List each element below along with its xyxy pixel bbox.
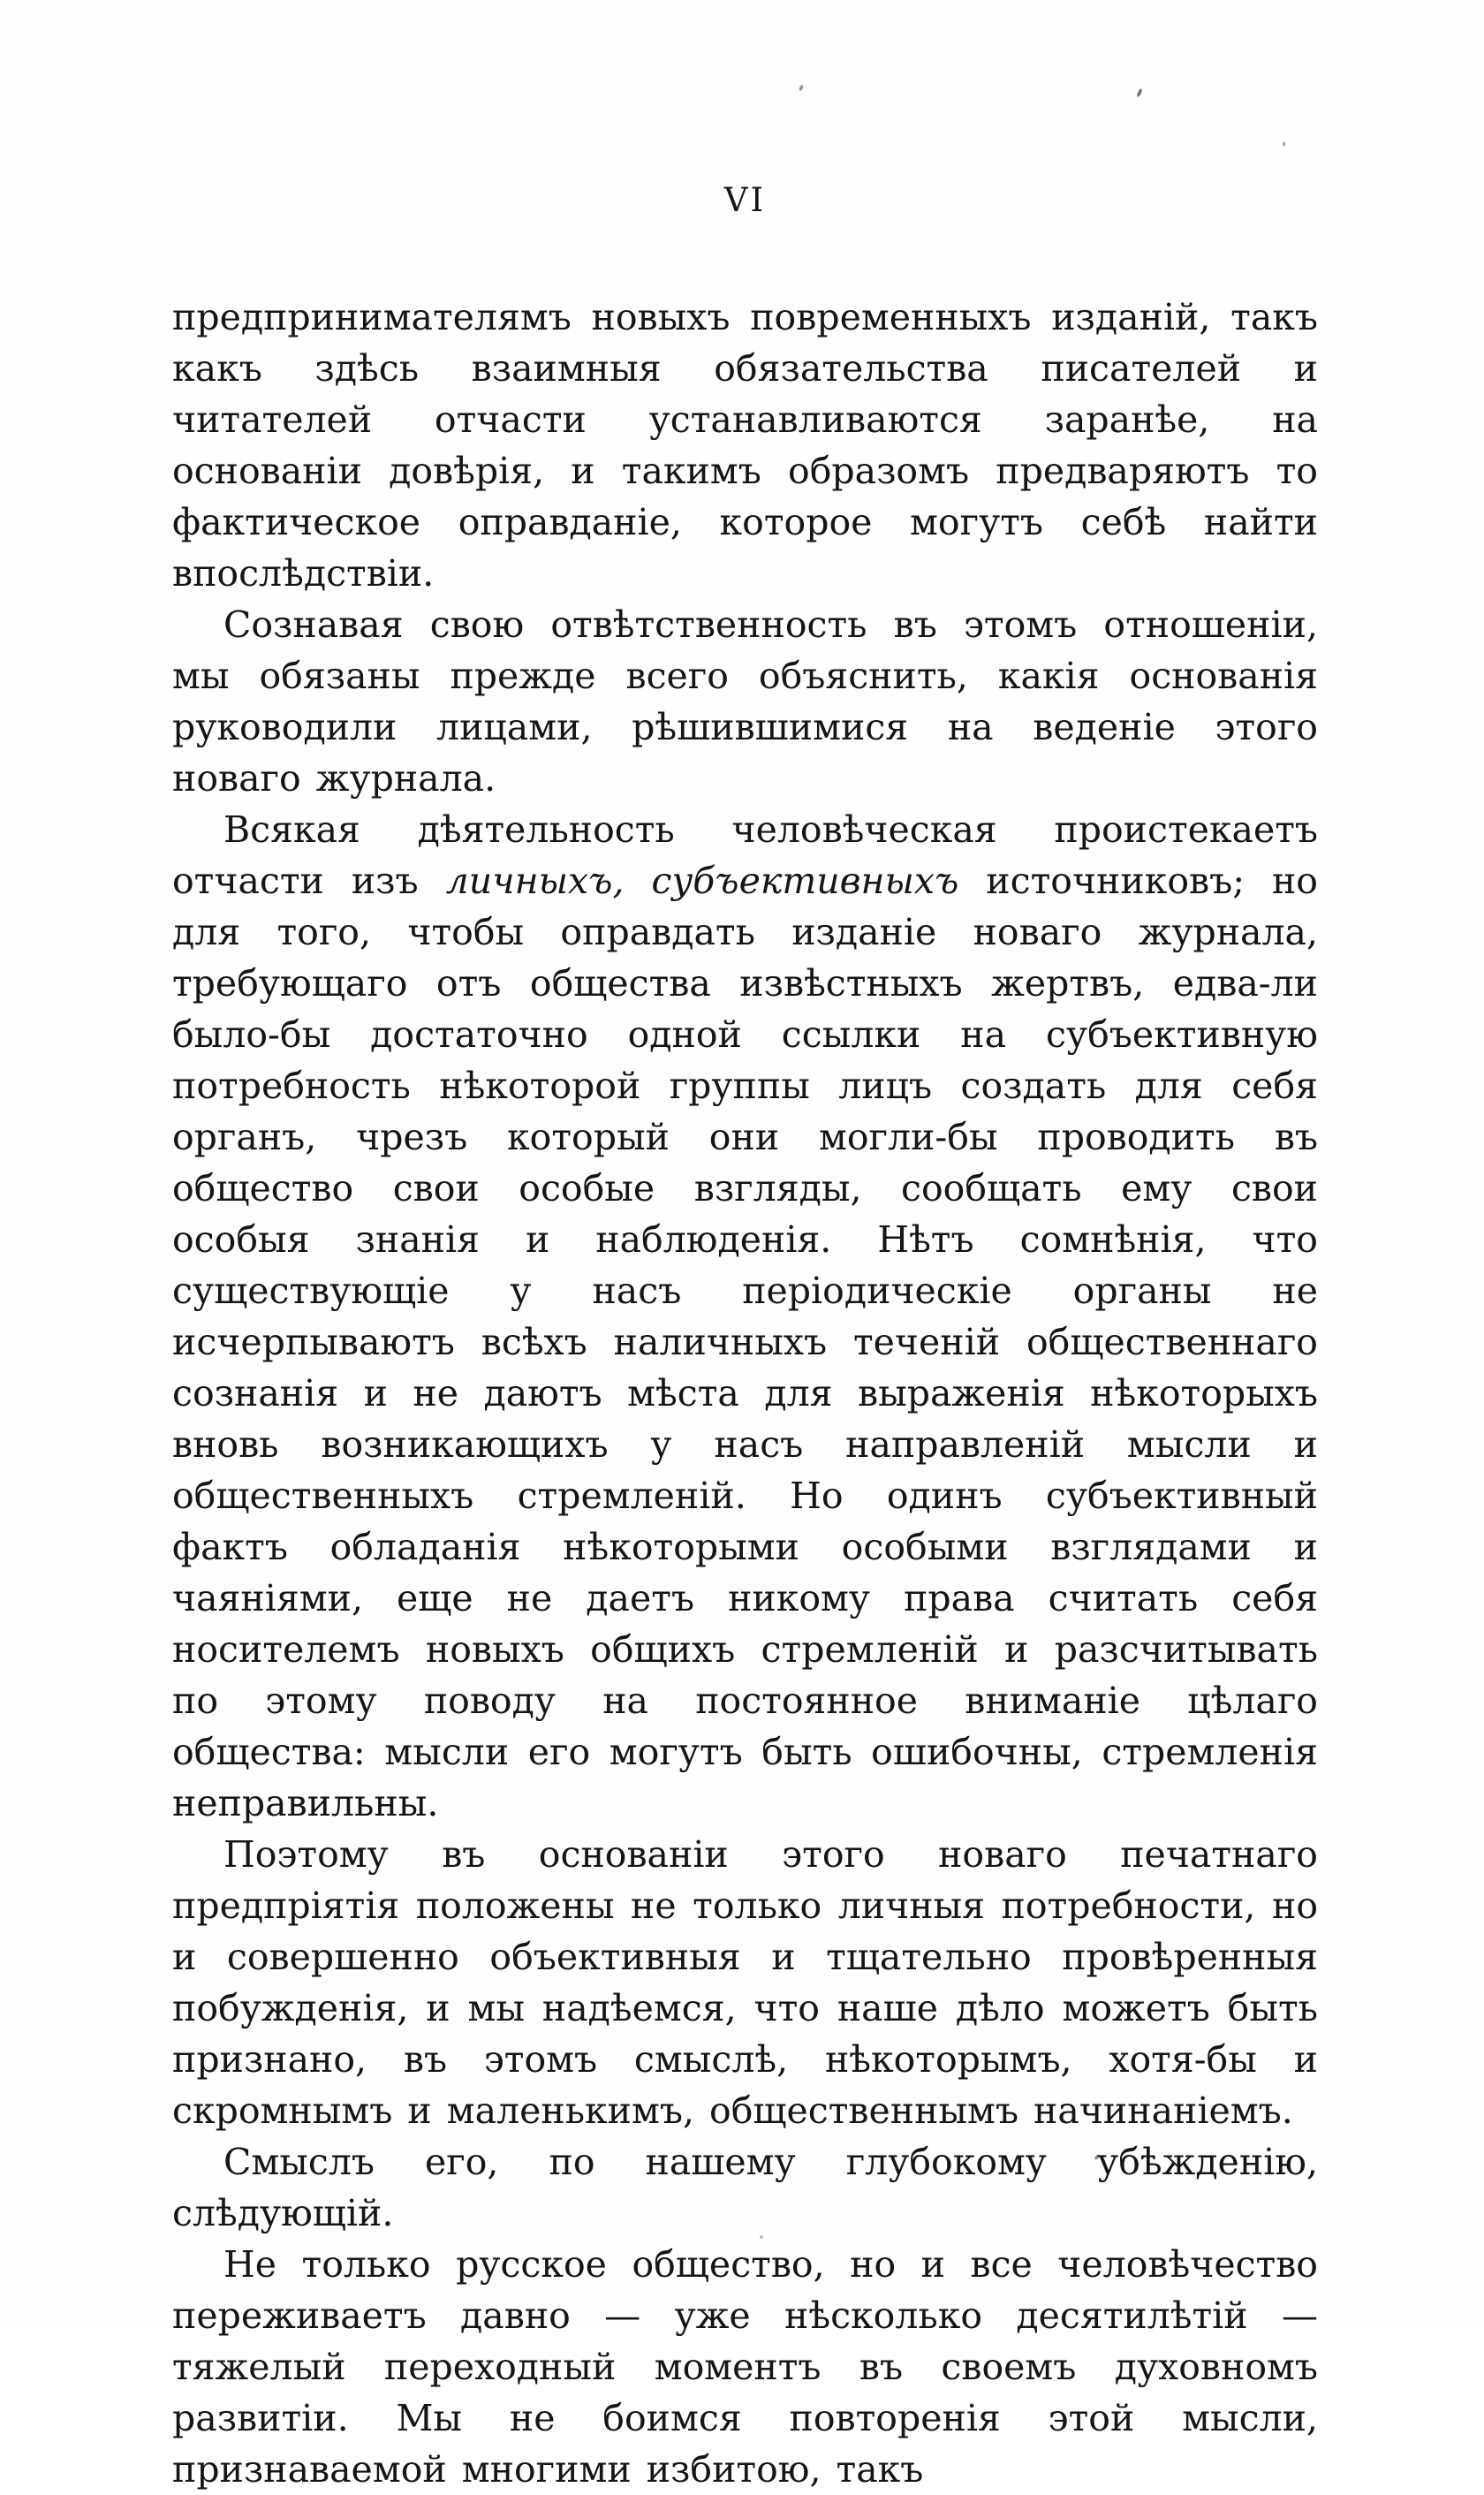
paragraph-activity — [172, 804, 1318, 1829]
scan-speck — [799, 85, 804, 92]
page-number: VI — [723, 181, 767, 219]
paragraph-continuation: предпринимателямъ новыхъ повременныхъ изданій, такъ какъ здѣсь взаимныя обязательства писателей и читателей отчасти устанавливаются заранѣе, на основаніи довѣрія, и такимъ образомъ предваряютъ то фактическое оправданіе, которое могутъ себѣ найти впослѣдствіи. — [172, 296, 1318, 595]
paragraph-activity-text-pre: Всякая дѣятельность человѣческая проистекаетъ отчасти изъ — [172, 808, 1318, 902]
paragraph-foundation: Поэтому въ основаніи этого новаго печатнаго предпріятія положены не только личныя потребности, но и совершенно объективныя и тщательно провѣренныя побужденія, и мы надѣемся, что наше дѣло можетъ быть признано, въ этомъ смыслѣ, нѣкоторымъ, хотя-бы и скромнымъ и маленькимъ, общественнымъ начинаніемъ. — [172, 1833, 1318, 2132]
paragraph-transition: Не только русское общество, но и все человѣчество переживаетъ давно — уже нѣсколько десятилѣтій — тяжелый переходный моментъ въ своемъ духовномъ развитіи. Мы не боимся повторенія этой мысли, признаваемой многими избитою, такъ — [172, 2243, 1318, 2491]
scan-speck — [1136, 88, 1143, 98]
text-block — [172, 292, 1318, 2495]
paragraph-meaning: Смыслъ его, по нашему глубокому убѣжденію, слѣдующій. — [172, 2141, 1318, 2234]
paragraph-responsibility: Сознавая свою отвѣтственность въ этомъ отношеніи, мы обязаны прежде всего объяснить, какія основанія руководили лицами, рѣшившимися на веденіе этого новаго журнала. — [172, 603, 1318, 800]
paragraph-activity-italic: личныхъ, субъективныхъ — [445, 860, 959, 902]
scan-speck — [1283, 141, 1285, 147]
paragraph-activity-text-post: источниковъ; но для того, чтобы оправдать изданіе новаго журнала, требующаго отъ общества извѣстныхъ жертвъ, едва-ли было-бы достаточно одной ссылки на субъективную потребность нѣкоторой группы лицъ создать для себя органъ, чрезъ который они могли-бы проводить въ общество свои особые взгляды, сообщать ему свои особыя знанія и наблюденія. Нѣтъ сомнѣнія, что существующіе у насъ періодическіе органы не исчерпываютъ всѣхъ наличныхъ теченій общественнаго сознанія и не даютъ мѣста для выраженія нѣкоторыхъ вновь возникающихъ у насъ направленій мысли и общественныхъ стремленій. Но одинъ субъективный фактъ обладанія нѣкоторыми особыми взглядами и чаяніями, еще не даетъ никому права считать себя носителемъ новыхъ общихъ стремленій и разсчитывать по этому поводу на постоянное вниманіе цѣлаго общества: мысли его могутъ быть ошибочны, стремленія неправильны. — [172, 860, 1318, 1824]
